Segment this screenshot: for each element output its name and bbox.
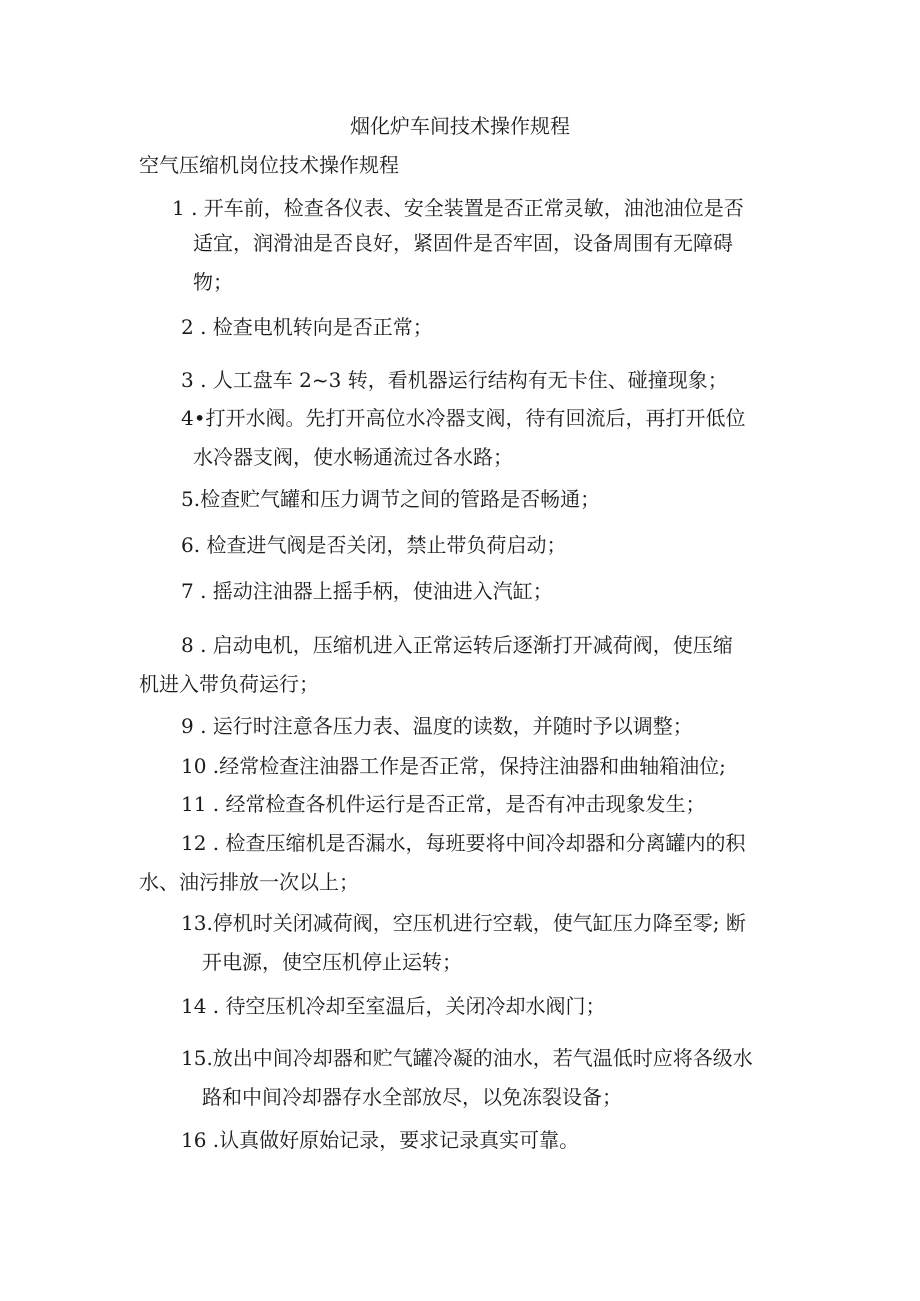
step-12-line-2: 水、油污排放一次以上；	[139, 870, 359, 894]
step-8-line-1: 8 . 启动电机，压缩机进入正常运转后逐渐打开减荷阀，使压缩	[181, 633, 733, 657]
step-8-line-2: 机进入带负荷运行；	[139, 672, 319, 696]
step-16: 16 .认真做好原始记录，要求记录真实可靠。	[181, 1128, 580, 1152]
step-2: 2 . 检查电机转向是否正常；	[181, 315, 433, 339]
step-14: 14 . 待空压机冷却至室温后，关闭冷却水阀门；	[181, 994, 606, 1018]
step-5: 5.检查贮气罐和压力调节之间的管路是否畅通；	[181, 487, 601, 511]
step-7: 7 . 摇动注油器上摇手柄，使油进入汽缸；	[181, 579, 553, 603]
step-15-line-2: 路和中间冷却器存水全部放尽，以免冻裂设备；	[202, 1085, 622, 1109]
step-6: 6. 检查进气阀是否关闭，禁止带负荷启动；	[181, 533, 567, 557]
step-10: 10 .经常检查注油器工作是否正常，保持注油器和曲轴箱油位;	[181, 754, 726, 778]
document-title: 烟化炉车间技术操作规程	[350, 114, 570, 138]
step-12-line-1: 12 . 检查压缩机是否漏水，每班要将中间冷却器和分离罐内的积	[181, 831, 746, 855]
step-9: 9 . 运行时注意各压力表、温度的读数，并随时予以调整；	[181, 714, 693, 738]
step-4-line-1: 4•打开水阀。先打开高位水冷器支阀，待有回流后，再打开低位	[181, 406, 746, 430]
step-1-line-3: 物；	[193, 270, 233, 294]
step-1-line-2: 适宜，润滑油是否良好，紧固件是否牢固，设备周围有无障碍	[193, 231, 733, 255]
section-heading: 空气压缩机岗位技术操作规程	[139, 153, 399, 177]
step-1-line-1: 1 . 开车前，检查各仪表、安全装置是否正常灵敏，油池油位是否	[172, 196, 744, 220]
step-13-line-2: 开电源，使空压机停止运转；	[202, 950, 462, 974]
step-11: 11 . 经常检查各机件运行是否正常，是否有冲击现象发生；	[181, 792, 706, 816]
step-13-line-1: 13.停机时关闭减荷阀，空压机进行空载，使气缸压力降至零; 断	[181, 911, 746, 935]
step-15-line-1: 15.放出中间冷却器和贮气罐冷凝的油水，若气温低时应将各级水	[181, 1046, 753, 1070]
step-4-line-2: 水冷器支阀，使水畅通流过各水路；	[193, 445, 513, 469]
step-3: 3 . 人工盘车 2~3 转，看机器运行结构有无卡住、碰撞现象；	[181, 368, 728, 392]
